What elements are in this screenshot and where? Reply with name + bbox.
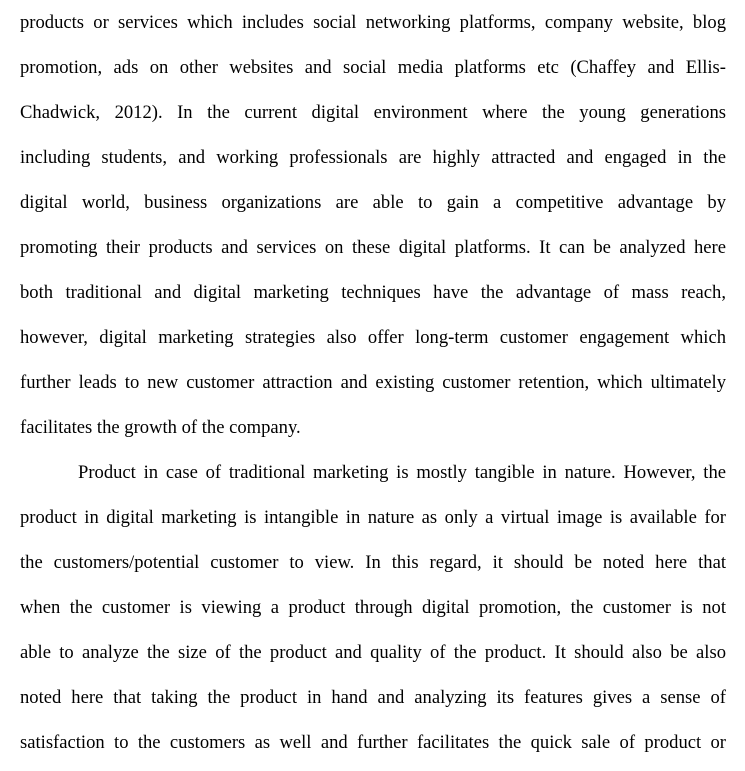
paragraph-1-line-7: both traditional and digital marketing techniques have the advantage of mass reach, xyxy=(20,282,726,303)
paragraph-1-line-5: digital world, business organizations are able to gain a competitive advantage by xyxy=(20,192,726,213)
paragraph-2-line-3: the customers/potential customer to view. In this regard, it should be noted here that xyxy=(20,552,726,573)
paragraph-2-line-4: when the customer is viewing a product through digital promotion, the customer is not xyxy=(20,597,726,618)
paragraph-1-line-6: promoting their products and services on these digital platforms. It can be analyzed here xyxy=(20,237,726,258)
paragraph-2-line-5: able to analyze the size of the product and quality of the product. It should also be also xyxy=(20,642,726,663)
paragraph-2-line-7: satisfaction to the customers as well and further facilitates the quick sale of product or xyxy=(20,732,726,753)
paragraph-1-line-8: however, digital marketing strategies also offer long-term customer engagement which xyxy=(20,327,726,348)
paragraph-1-line-2: promotion, ads on other websites and social media platforms etc (Chaffey and Ellis- xyxy=(20,57,726,78)
paragraph-2-line-2: product in digital marketing is intangible in nature as only a virtual image is available for xyxy=(20,507,726,528)
paragraph-2-line-6: noted here that taking the product in hand and analyzing its features gives a sense of xyxy=(20,687,726,708)
paragraph-1-line-10: facilitates the growth of the company. xyxy=(20,417,301,438)
paragraph-1-line-9: further leads to new customer attraction and existing customer retention, which ultimately xyxy=(20,372,726,393)
paragraph-1-line-3: Chadwick, 2012). In the current digital environment where the young generations xyxy=(20,102,726,123)
paragraph-1-line-1: products or services which includes social networking platforms, company website, blog xyxy=(20,12,726,33)
paragraph-2-line-1: Product in case of traditional marketing is mostly tangible in nature. However, the xyxy=(78,462,726,483)
paragraph-1-line-4: including students, and working professionals are highly attracted and engaged in the xyxy=(20,147,726,168)
